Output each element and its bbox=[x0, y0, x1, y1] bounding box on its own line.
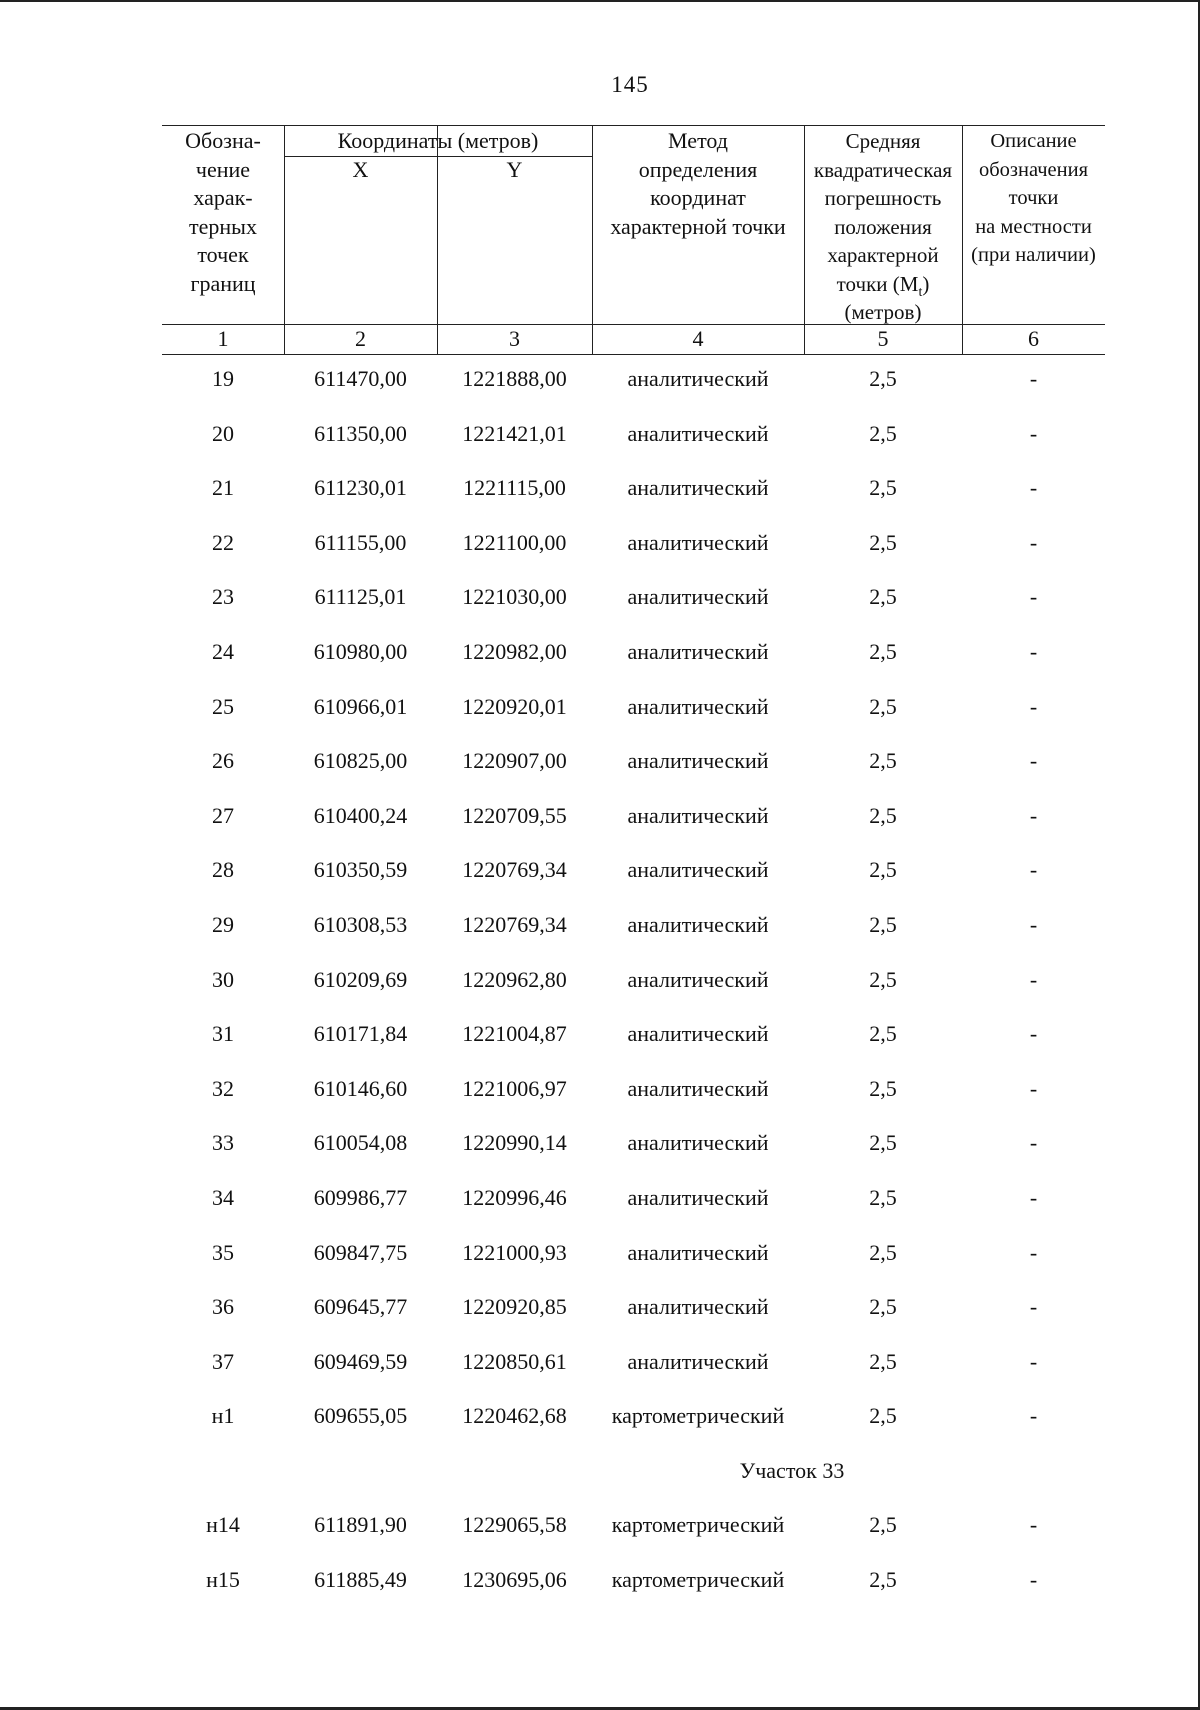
table-row bbox=[162, 1021, 1105, 1076]
description-cell: - bbox=[1029, 638, 1038, 664]
table-row bbox=[162, 803, 1105, 858]
y-cell: 1220962,80 bbox=[462, 966, 567, 992]
y-cell: 1229065,58 bbox=[462, 1512, 567, 1538]
description-cell: - bbox=[1029, 693, 1038, 719]
table-row bbox=[162, 1076, 1105, 1131]
point-cell: 27 bbox=[212, 802, 234, 828]
table-row bbox=[162, 1567, 1105, 1622]
table-row bbox=[162, 1130, 1105, 1185]
error-cell: 2,5 bbox=[869, 1184, 897, 1210]
x-cell: 610825,00 bbox=[313, 748, 408, 774]
table-row bbox=[162, 1294, 1105, 1349]
method-cell: картометрический bbox=[611, 1567, 785, 1593]
y-cell: 1220769,34 bbox=[462, 911, 567, 937]
error-cell: 2,5 bbox=[869, 1403, 897, 1429]
point-cell: 21 bbox=[212, 475, 234, 501]
error-cell: 2,5 bbox=[869, 1075, 897, 1101]
method-cell: аналитический bbox=[627, 1239, 769, 1265]
error-cell: 2,5 bbox=[869, 420, 897, 446]
error-cell: 2,5 bbox=[869, 802, 897, 828]
description-cell: - bbox=[1029, 748, 1038, 774]
table-row bbox=[162, 639, 1105, 694]
error-cell: 2,5 bbox=[869, 366, 897, 391]
error-cell: 2,5 bbox=[869, 1567, 897, 1593]
y-cell: 1221006,97 bbox=[462, 1075, 567, 1101]
error-cell: 2,5 bbox=[869, 857, 897, 883]
x-cell: 610980,00 bbox=[313, 638, 408, 664]
method-cell: аналитический bbox=[627, 366, 769, 391]
table-header bbox=[162, 125, 1105, 355]
x-cell: 611891,90 bbox=[314, 1512, 407, 1538]
header-error-text-end: ) (метров) bbox=[844, 271, 930, 324]
error-cell: 2,5 bbox=[869, 584, 897, 610]
description-cell: - bbox=[1029, 1348, 1038, 1374]
x-cell: 610209,69 bbox=[313, 966, 408, 992]
column-number-2: 2 bbox=[355, 326, 366, 351]
x-cell: 610350,59 bbox=[313, 857, 408, 883]
description-cell: - bbox=[1029, 857, 1038, 883]
error-cell: 2,5 bbox=[869, 1348, 897, 1374]
table-row bbox=[162, 421, 1105, 476]
x-cell: 609645,77 bbox=[313, 1294, 408, 1320]
description-cell: - bbox=[1029, 1075, 1038, 1101]
point-cell: 30 bbox=[212, 966, 234, 992]
error-cell: 2,5 bbox=[869, 966, 897, 992]
table-row bbox=[162, 1512, 1105, 1567]
point-cell: 33 bbox=[212, 1130, 234, 1156]
y-cell: 1221000,93 bbox=[462, 1239, 567, 1265]
description-cell: - bbox=[1029, 420, 1038, 446]
x-cell: 611470,00 bbox=[314, 366, 407, 391]
header-description: Описание обозначения точки на местности (при наличии) bbox=[971, 130, 1096, 266]
point-cell: 37 bbox=[212, 1348, 234, 1374]
method-cell: аналитический bbox=[627, 802, 769, 828]
y-cell: 1221030,00 bbox=[462, 584, 567, 610]
method-cell: аналитический bbox=[627, 1021, 769, 1047]
description-cell: - bbox=[1029, 584, 1038, 610]
method-cell: картометрический bbox=[611, 1512, 785, 1538]
error-cell: 2,5 bbox=[869, 529, 897, 555]
error-cell: 2,5 bbox=[869, 693, 897, 719]
table-row bbox=[162, 967, 1105, 1022]
y-cell: 1221004,87 bbox=[462, 1021, 567, 1047]
point-cell: 24 bbox=[212, 638, 234, 664]
table-row bbox=[162, 1349, 1105, 1404]
table-row bbox=[162, 912, 1105, 967]
point-cell: 19 bbox=[212, 366, 234, 391]
method-cell: картометрический bbox=[611, 1403, 785, 1429]
column-number-4: 4 bbox=[692, 326, 704, 351]
error-cell: 2,5 bbox=[869, 1512, 897, 1538]
method-cell: аналитический bbox=[627, 1130, 769, 1156]
y-cell: 1220850,61 bbox=[462, 1348, 567, 1374]
column-number-5: 5 bbox=[877, 326, 889, 351]
method-cell: аналитический bbox=[627, 475, 769, 501]
x-cell: 610054,08 bbox=[313, 1130, 408, 1156]
y-cell: 1220990,14 bbox=[462, 1130, 567, 1156]
method-cell: аналитический bbox=[627, 420, 769, 446]
header-y: Y bbox=[506, 157, 523, 182]
description-cell: - bbox=[1029, 966, 1038, 992]
description-cell: - bbox=[1029, 1130, 1038, 1156]
table-row bbox=[162, 1240, 1105, 1295]
method-cell: аналитический bbox=[627, 1184, 769, 1210]
method-cell: аналитический bbox=[627, 693, 769, 719]
x-cell: 609847,75 bbox=[313, 1239, 408, 1265]
error-cell: 2,5 bbox=[869, 475, 897, 501]
y-cell: 1220462,68 bbox=[462, 1403, 567, 1429]
page-number: 145 bbox=[611, 72, 649, 97]
description-cell: - bbox=[1029, 1184, 1038, 1210]
method-cell: аналитический bbox=[627, 1294, 769, 1320]
point-cell: 36 bbox=[212, 1294, 234, 1320]
y-cell: 1220769,34 bbox=[462, 857, 567, 883]
header-coordinates: Координаты (метров) bbox=[337, 128, 539, 153]
point-cell: н14 bbox=[206, 1512, 240, 1538]
method-cell: аналитический bbox=[627, 1075, 769, 1101]
method-cell: аналитический bbox=[627, 638, 769, 664]
point-cell: 31 bbox=[212, 1021, 234, 1047]
x-cell: 610308,53 bbox=[313, 911, 408, 937]
column-number-6: 6 bbox=[1028, 326, 1039, 351]
x-cell: 610400,24 bbox=[313, 802, 408, 828]
point-cell: 22 bbox=[212, 529, 234, 555]
y-cell: 1220996,46 bbox=[462, 1184, 567, 1210]
error-cell: 2,5 bbox=[869, 1239, 897, 1265]
y-cell: 1220920,85 bbox=[462, 1294, 567, 1320]
description-cell: - bbox=[1029, 529, 1038, 555]
point-cell: 32 bbox=[212, 1075, 234, 1101]
point-cell: 25 bbox=[212, 693, 234, 719]
header-method: Метод определения координат характерной точки bbox=[610, 128, 786, 239]
column-number-1: 1 bbox=[217, 326, 229, 351]
x-cell: 609986,77 bbox=[313, 1184, 408, 1210]
description-cell: - bbox=[1029, 802, 1038, 828]
x-cell: 610171,84 bbox=[313, 1021, 408, 1047]
header-error-text: Средняя квадратическая погрешность положения характерной точки (M bbox=[813, 129, 953, 296]
x-cell: 611885,49 bbox=[314, 1567, 407, 1593]
method-cell: аналитический bbox=[627, 748, 769, 774]
method-cell: аналитический bbox=[627, 529, 769, 555]
error-cell: 2,5 bbox=[869, 1294, 897, 1320]
error-cell: 2,5 bbox=[869, 1021, 897, 1047]
point-cell: 29 bbox=[212, 911, 234, 937]
method-cell: аналитический bbox=[627, 911, 769, 937]
table-row bbox=[162, 1403, 1105, 1458]
method-cell: аналитический bbox=[627, 1348, 769, 1374]
y-cell: 1230695,06 bbox=[462, 1567, 567, 1593]
x-cell: 611125,01 bbox=[314, 584, 407, 610]
section-title bbox=[162, 1458, 1105, 1513]
description-cell: - bbox=[1029, 1403, 1038, 1429]
method-cell: аналитический bbox=[627, 966, 769, 992]
y-cell: 1220907,00 bbox=[462, 748, 567, 774]
table-body bbox=[162, 366, 1105, 1622]
error-cell: 2,5 bbox=[869, 911, 897, 937]
point-cell: 26 bbox=[212, 748, 234, 774]
x-cell: 610146,60 bbox=[313, 1075, 408, 1101]
point-cell: н15 bbox=[206, 1567, 240, 1593]
section-title-text: Участок 33 bbox=[739, 1457, 845, 1483]
error-cell: 2,5 bbox=[869, 638, 897, 664]
description-cell: - bbox=[1029, 1239, 1038, 1265]
table-row bbox=[162, 584, 1105, 639]
table-row bbox=[162, 530, 1105, 585]
description-cell: - bbox=[1029, 1021, 1038, 1047]
x-cell: 609655,05 bbox=[313, 1403, 408, 1429]
description-cell: - bbox=[1029, 1512, 1038, 1538]
column-number-3: 3 bbox=[509, 326, 520, 351]
description-cell: - bbox=[1029, 1294, 1038, 1320]
table-row bbox=[162, 475, 1105, 530]
y-cell: 1220920,01 bbox=[462, 693, 567, 719]
error-cell: 2,5 bbox=[869, 1130, 897, 1156]
description-cell: - bbox=[1029, 475, 1038, 501]
point-cell: 20 bbox=[212, 420, 234, 446]
method-cell: аналитический bbox=[627, 584, 769, 610]
description-cell: - bbox=[1029, 1567, 1038, 1593]
y-cell: 1220709,55 bbox=[462, 802, 567, 828]
description-cell: - bbox=[1029, 366, 1038, 391]
table-row bbox=[162, 748, 1105, 803]
table-row bbox=[162, 694, 1105, 749]
method-cell: аналитический bbox=[627, 857, 769, 883]
header-error bbox=[804, 127, 962, 327]
y-cell: 1221100,00 bbox=[462, 529, 567, 555]
y-cell: 1221888,00 bbox=[462, 366, 567, 391]
point-cell: 34 bbox=[212, 1184, 234, 1210]
y-cell: 1220982,00 bbox=[462, 638, 567, 664]
description-cell: - bbox=[1029, 911, 1038, 937]
point-cell: 23 bbox=[212, 584, 234, 610]
x-cell: 611155,00 bbox=[314, 529, 407, 555]
table-row bbox=[162, 366, 1105, 421]
y-cell: 1221421,01 bbox=[462, 420, 567, 446]
header-error-subscript: t bbox=[918, 284, 923, 300]
table-row bbox=[162, 857, 1105, 912]
y-cell: 1221115,00 bbox=[463, 475, 566, 501]
error-cell: 2,5 bbox=[869, 748, 897, 774]
x-cell: 611350,00 bbox=[314, 420, 407, 446]
table-row bbox=[162, 1185, 1105, 1240]
x-cell: 610966,01 bbox=[313, 693, 408, 719]
point-cell: 28 bbox=[212, 857, 234, 883]
header-x: X bbox=[352, 157, 369, 182]
point-cell: н1 bbox=[211, 1403, 235, 1429]
header-point-label: Обозна- чение харак- терных точек границ bbox=[185, 128, 261, 296]
x-cell: 609469,59 bbox=[313, 1348, 408, 1374]
x-cell: 611230,01 bbox=[314, 475, 407, 501]
point-cell: 35 bbox=[212, 1239, 234, 1265]
